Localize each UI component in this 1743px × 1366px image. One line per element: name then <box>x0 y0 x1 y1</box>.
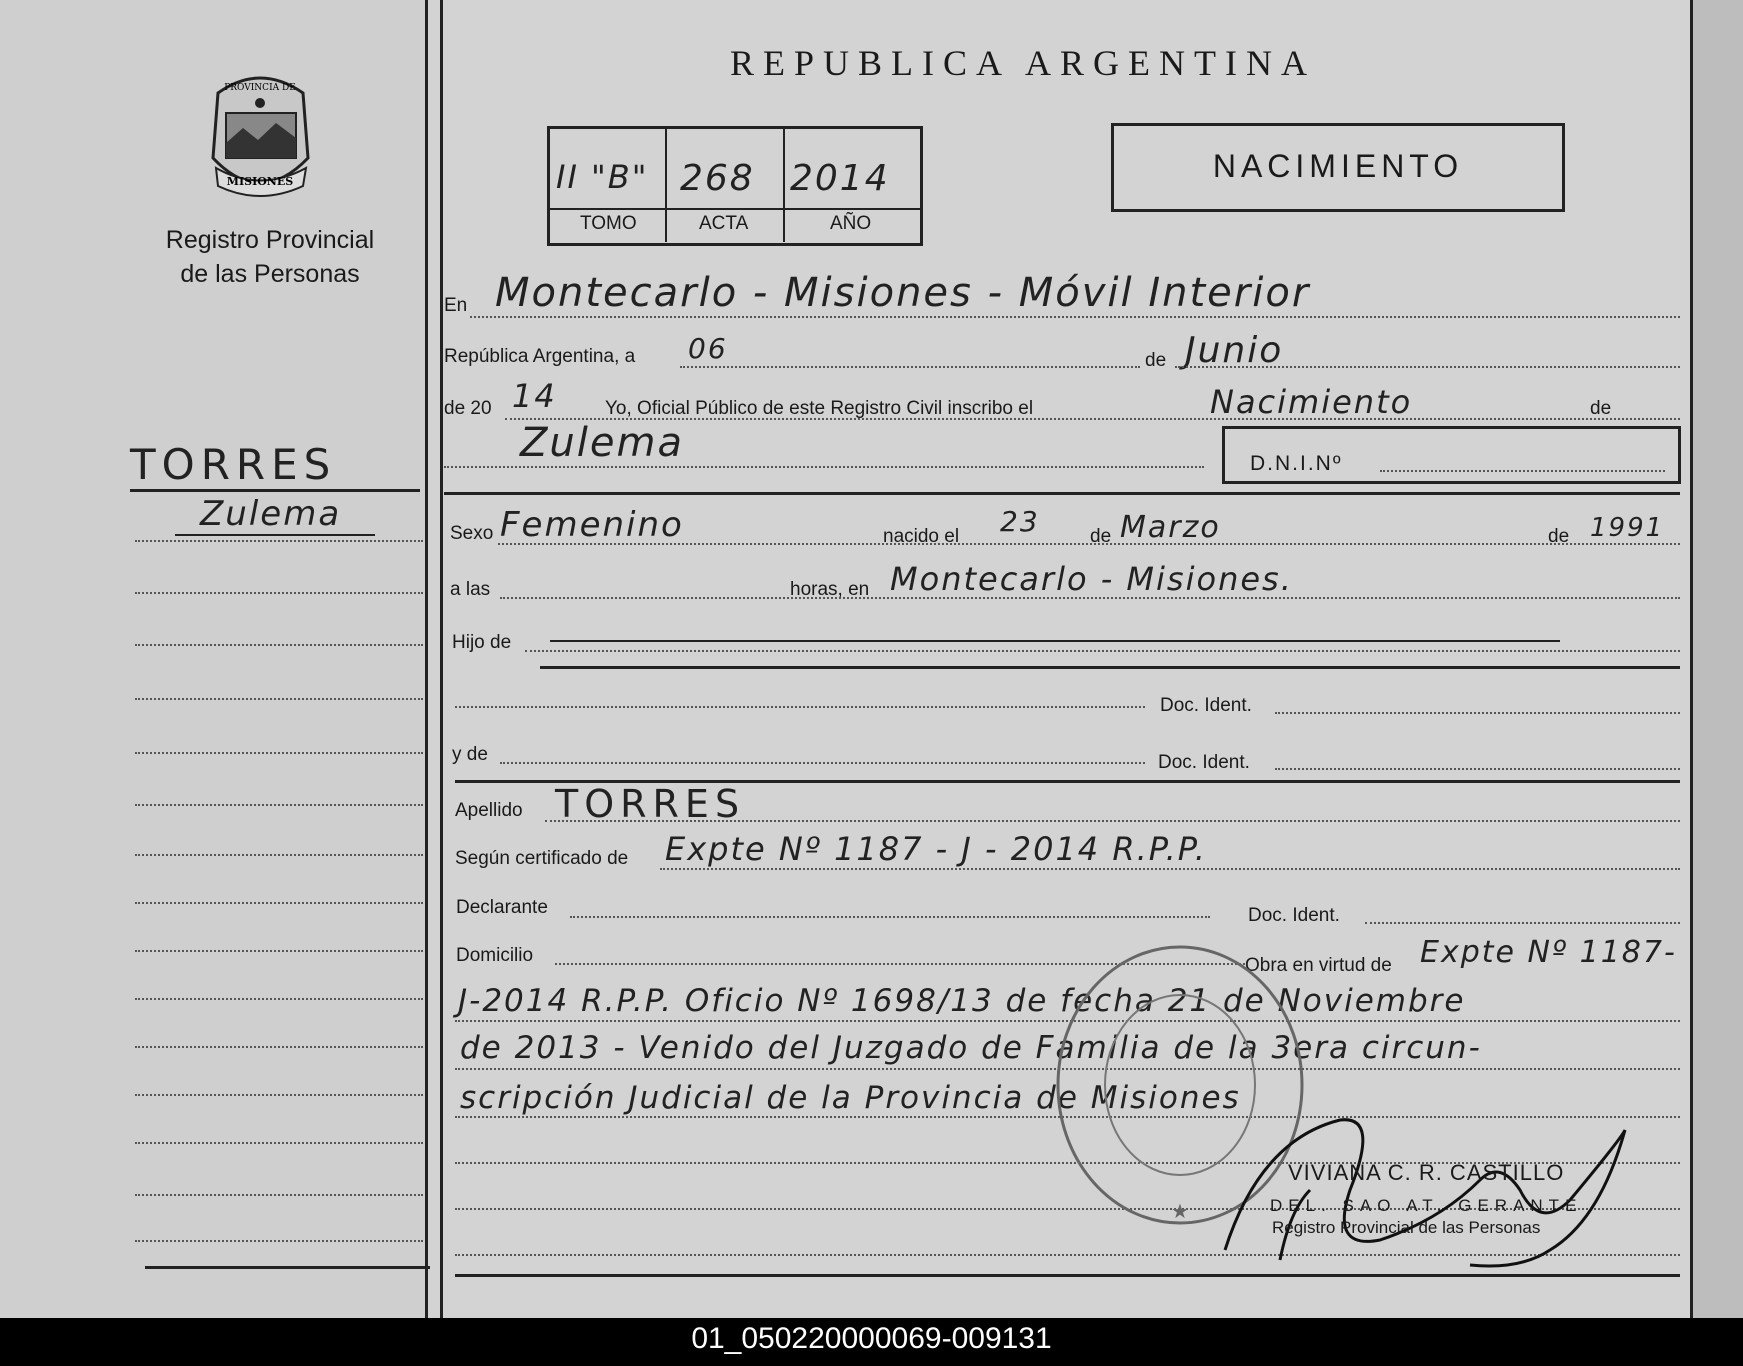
de-birth-year-label: de <box>1548 526 1570 547</box>
document-type: NACIMIENTO <box>1212 148 1464 184</box>
birth-month-value: Marzo <box>1120 510 1221 545</box>
line-en <box>470 316 1680 318</box>
record-col-sep-2 <box>783 126 785 242</box>
column-divider <box>425 0 428 1318</box>
obra-line-3: scripción Judicial de la Provincia de Misiones <box>460 1080 1241 1116</box>
year-suffix-value: 14 <box>512 377 557 415</box>
republica-label: República Argentina, a <box>444 346 636 367</box>
de-birth-month-label: de <box>1090 526 1112 547</box>
tomo-label: TOMO <box>580 213 637 234</box>
margin-surname: TORRES <box>130 440 337 489</box>
certificate-value: Expte Nº 1187 - J - 2014 R.P.P. <box>665 830 1207 868</box>
margin-bottom-rule <box>145 1266 430 1269</box>
line-name <box>444 466 1204 468</box>
segun-label: Según certificado de <box>455 848 629 869</box>
sex-value: Femenino <box>500 505 684 545</box>
apellido-label: Apellido <box>455 800 523 821</box>
doc-ident-2-label: Doc. Ident. <box>1158 752 1250 773</box>
obra-label: Obra en virtud de <box>1245 955 1392 976</box>
acta-value: 268 <box>680 158 755 199</box>
tomo-value: II "B" <box>556 158 649 196</box>
line-y-de <box>500 762 1145 764</box>
margin-surname-rule <box>130 489 420 492</box>
month-value: Junio <box>1185 330 1284 371</box>
registry-name-line1: Registro Provincial <box>165 226 375 254</box>
right-strip <box>1693 0 1743 1318</box>
sexo-label: Sexo <box>450 523 494 544</box>
birth-year-value: 1991 <box>1590 513 1665 543</box>
obra-line-2: de 2013 - Venido del Juzgado de Familia de la 3era circun- <box>460 1030 1482 1066</box>
svg-text:★: ★ <box>1171 1201 1189 1223</box>
hijo-de-label: Hijo de <box>452 632 512 653</box>
line-day <box>680 366 1140 368</box>
line-dni <box>1380 470 1665 472</box>
y-de-label: y de <box>452 744 488 765</box>
doc-ident-3-label: Doc. Ident. <box>1248 905 1340 926</box>
day-value: 06 <box>688 332 728 365</box>
surname-value: TORRES <box>555 782 746 826</box>
section-rule-1 <box>444 492 1680 495</box>
record-col-sep-1 <box>665 126 667 242</box>
line-declarante <box>570 916 1210 918</box>
line-hijo-de <box>525 650 1680 652</box>
column-divider-inner <box>440 0 443 1318</box>
obra-start-value: Expte Nº 1187- <box>1420 935 1677 970</box>
line-a-las <box>500 597 1680 599</box>
horas-en-label: horas, en <box>790 579 870 600</box>
dni-label: D.N.I.Nº <box>1250 452 1343 475</box>
country-title: REPUBLICA ARGENTINA <box>730 43 1317 83</box>
ano-value: 2014 <box>790 158 890 199</box>
signatory-org: Registro Provincial de las Personas <box>1272 1218 1541 1237</box>
line-month <box>1175 366 1680 368</box>
place-value: Montecarlo - Misiones - Móvil Interior <box>495 270 1311 316</box>
svg-text:MISIONES: MISIONES <box>226 175 294 188</box>
signatory-title: DEL. SAO AT. GERANTE <box>1270 1196 1583 1215</box>
line-doc2 <box>1275 768 1680 770</box>
line-parent1 <box>455 706 1145 708</box>
yo-oficial-label: Yo, Oficial Público de este Registro Civil inscribo el <box>605 398 1034 419</box>
line-apellido <box>545 820 1680 822</box>
de20-label: de 20 <box>444 398 492 419</box>
en-label: En <box>444 295 468 316</box>
de-after-act-label: de <box>1590 398 1612 419</box>
signatory-name: VIVIANA C. R. CASTILLO <box>1288 1160 1565 1185</box>
line-doc3 <box>1365 922 1680 924</box>
svg-text:PROVINCIA DE: PROVINCIA DE <box>224 83 296 93</box>
section-rule-2 <box>540 666 1680 669</box>
obra-line-1: J-2014 R.P.P. Oficio Nº 1698/13 de fecha 21 de Noviembre <box>458 983 1466 1019</box>
line-doc1 <box>1275 712 1680 714</box>
domicilio-label: Domicilio <box>456 945 534 966</box>
line-sexo <box>498 543 1680 545</box>
misiones-seal <box>198 68 323 203</box>
margin-given-name: Zulema <box>200 494 342 534</box>
doc-ident-1-label: Doc. Ident. <box>1160 695 1252 716</box>
nacido-label: nacido el <box>883 526 960 547</box>
footer-code: 01_050220000069-009131 <box>691 1322 1052 1355</box>
birth-day-value: 23 <box>1000 505 1040 538</box>
margin-name-underline <box>175 534 375 536</box>
declarante-label: Declarante <box>456 897 548 918</box>
acta-label: ACTA <box>699 213 749 234</box>
line-segun <box>660 868 1680 870</box>
birth-place-value: Montecarlo - Misiones. <box>890 560 1293 598</box>
hijo-de-redaction <box>550 640 1560 642</box>
record-label-sep <box>547 208 920 210</box>
name-value: Zulema <box>520 420 684 466</box>
registry-name-line2: de las Personas <box>180 260 360 288</box>
act-type-value: Nacimiento <box>1210 383 1413 421</box>
de-month-label: de <box>1145 350 1167 371</box>
ano-label: AÑO <box>830 213 872 234</box>
a-las-label: a las <box>450 579 491 600</box>
